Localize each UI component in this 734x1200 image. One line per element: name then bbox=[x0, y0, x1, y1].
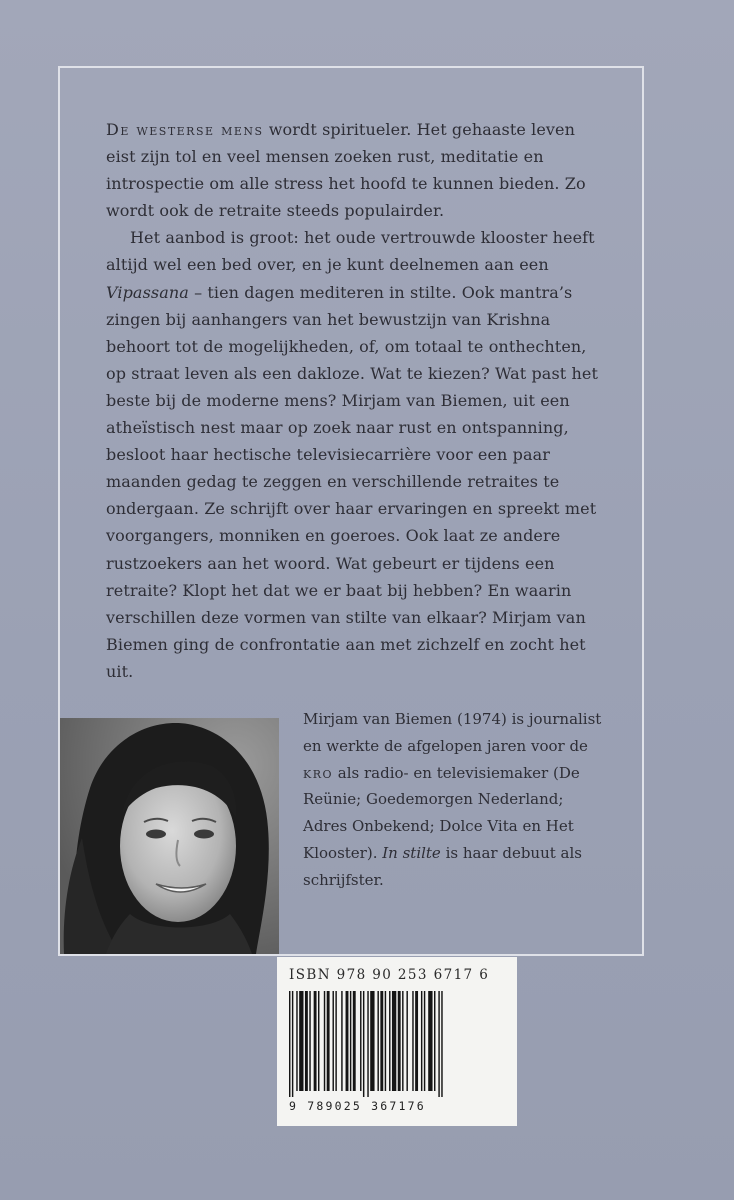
barcode-bar bbox=[296, 991, 297, 1091]
barcode-bar bbox=[346, 991, 349, 1091]
barcode-bar bbox=[363, 991, 364, 1097]
barcode-bar bbox=[289, 991, 290, 1097]
author-bio-paragraph bbox=[303, 706, 603, 894]
blurb-paragraph-1 bbox=[106, 116, 606, 224]
author-bio bbox=[303, 706, 603, 894]
barcode-bars bbox=[287, 991, 507, 1097]
blurb-paragraph-2-text-a: Het aanbod is groot: het oude vertrouwde klooster heeft altijd wel een bed over, en je kunt deelnemen aan een bbox=[106, 228, 595, 275]
blurb-text bbox=[106, 116, 606, 685]
barcode-bar bbox=[412, 991, 413, 1091]
author-portrait-icon bbox=[60, 718, 279, 954]
barcode-bar bbox=[318, 991, 319, 1091]
barcode-bar bbox=[335, 991, 336, 1091]
barcode-bar bbox=[324, 991, 325, 1091]
barcode-bar bbox=[402, 991, 403, 1091]
barcode-bar bbox=[350, 991, 351, 1091]
barcode-bar bbox=[392, 991, 396, 1091]
author-bio-text-c: is haar debuut als schrijfster. bbox=[303, 843, 582, 889]
barcode-bar bbox=[377, 991, 378, 1091]
blurb-paragraph-2-text-b: – tien dagen mediteren in stilte. Ook mantra’s zingen bij aanhangers van het bewustzijn van Krishna behoort tot de mogelijkheden, of, om totaal te onthechten, op straat leven als een dakloze. Wat te kiezen? Wat past het beste bij de moderne mens? Mirjam van Biemen, uit een atheïstisch nest maar op zoek naar rust en ontspanning, besloot haar hectische televisiecarrière voor een paar maanden gedag te zeggen en verschillende retraites te ondergaan. Ze schrijft over haar ervaringen en spreekt met voorgangers, monniken en goeroes. Ook laat ze andere rustzoekers aan het woord. Wat gebeurt er tijdens een retraite? Klopt het dat we er baat bij hebben? En waarin verschillen deze vormen van stilte van elkaar? Mirjam van Biemen ging de confrontatie aan met zichzelf en zocht het uit. bbox=[106, 282, 598, 681]
barcode-bar bbox=[406, 991, 407, 1091]
isbn-barcode bbox=[277, 957, 517, 1126]
barcode-bar bbox=[327, 991, 330, 1091]
barcode-bar bbox=[309, 991, 310, 1091]
barcode-bar bbox=[314, 991, 317, 1091]
blurb-vipassana-italic: Vipassana bbox=[106, 282, 189, 302]
author-bio-text-a: Mirjam van Biemen (1974) is journalist en werkte de afgelopen jaren voor de bbox=[303, 710, 602, 755]
barcode-bar bbox=[441, 991, 442, 1097]
barcode-bar bbox=[299, 991, 303, 1091]
barcode-bar bbox=[438, 991, 439, 1097]
barcode-bar bbox=[389, 991, 390, 1091]
barcode-bar bbox=[434, 991, 435, 1091]
barcode-bar bbox=[415, 991, 418, 1091]
blurb-paragraph-1-text: wordt spiritueler. Het gehaaste leven eist zijn tol en veel mensen zoeken rust, meditatie en introspectie om alle stress het hoofd te kunnen bieden. Zo wordt ook de retraite steeds populairder. bbox=[106, 120, 586, 221]
barcode-bar bbox=[370, 991, 374, 1091]
barcode-bar bbox=[341, 991, 342, 1091]
barcode-number: 9 789025 367176 bbox=[289, 1099, 426, 1113]
barcode-bar bbox=[385, 991, 386, 1091]
author-bio-kro: kro bbox=[303, 763, 334, 782]
barcode-bar bbox=[305, 991, 308, 1091]
isbn-label: ISBN 978 90 253 6717 6 bbox=[289, 967, 490, 983]
barcode-bar bbox=[360, 991, 361, 1091]
barcode-bar bbox=[367, 991, 368, 1097]
barcode-bar bbox=[398, 991, 401, 1091]
author-bio-text-b: als radio- en televisiemaker (De Reünie; Goedemorgen Nederland; Adres Onbekend; Dolce Vita en Het Klooster). bbox=[303, 763, 580, 862]
barcode-bar bbox=[353, 991, 356, 1091]
author-photo bbox=[60, 718, 279, 954]
barcode-bar bbox=[292, 991, 293, 1097]
author-bio-title-italic: In stilte bbox=[382, 843, 441, 862]
blurb-paragraph-2 bbox=[106, 224, 606, 685]
barcode-bar bbox=[424, 991, 425, 1091]
barcode-bar bbox=[333, 991, 334, 1091]
barcode-bar bbox=[428, 991, 432, 1091]
barcode-bar bbox=[421, 991, 422, 1091]
barcode-bar bbox=[380, 991, 383, 1091]
blurb-opening-smallcaps: De westerse mens bbox=[106, 120, 264, 139]
